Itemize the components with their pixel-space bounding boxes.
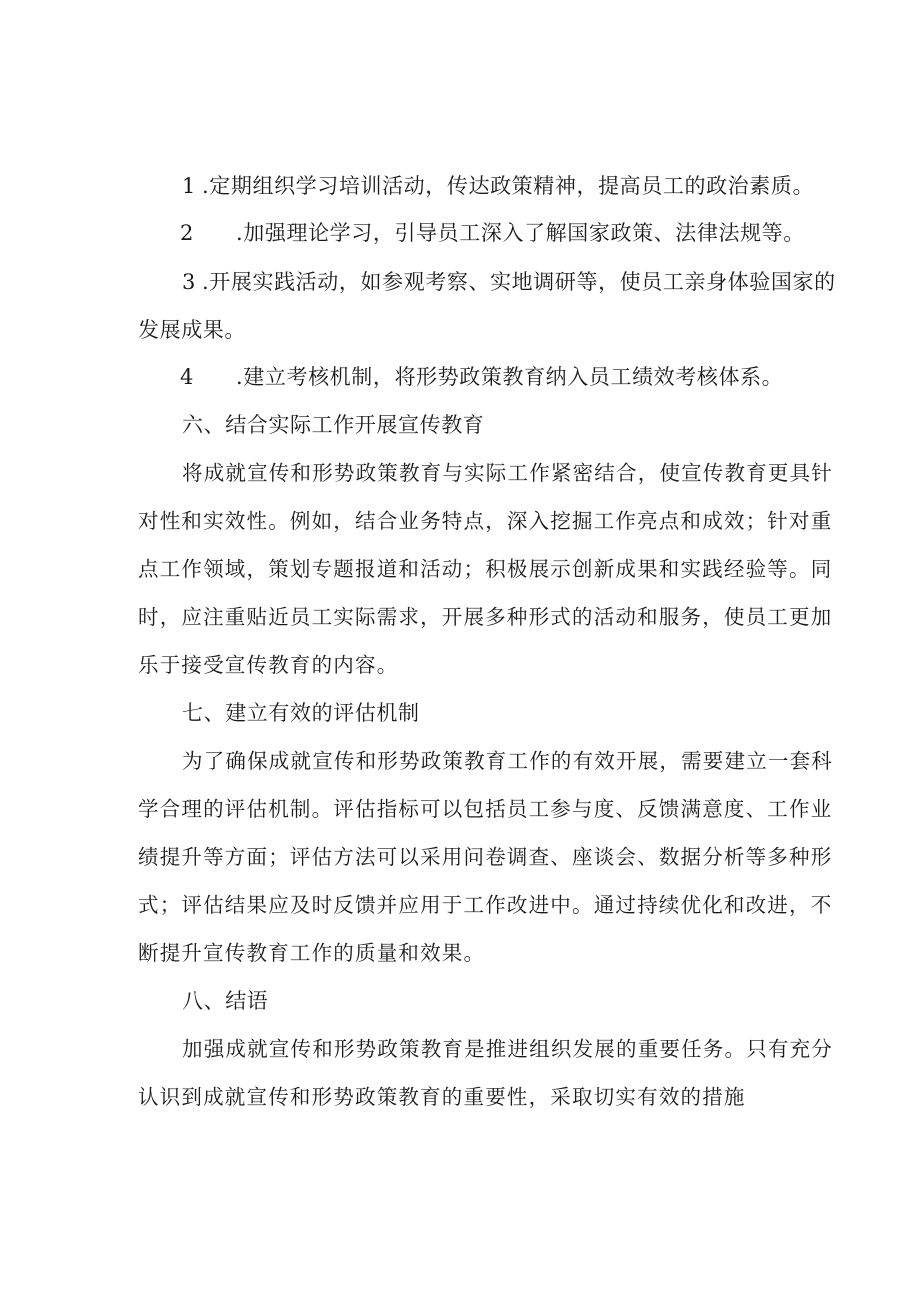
paragraph-line: 对性和实效性。例如，结合业务特点，深入挖掘工作亮点和成效；针对重 (138, 509, 833, 533)
list-number: 3 (182, 270, 196, 294)
list-number: 2 (180, 221, 194, 245)
paragraph-line: 断提升宣传教育工作的质量和效果。 (138, 941, 486, 965)
paragraph-line: 认识到成就宣传和形势政策教育的重要性，采取切实有效的措施 (138, 1085, 746, 1109)
paragraph-line: 将成就宣传和形势政策教育与实际工作紧密结合，使宣传教育更具针 (182, 461, 833, 485)
section-6-heading: 六、结合实际工作开展宣传教育 (182, 413, 485, 437)
paragraph-line: 加强成就宣传和形势政策教育是推进组织发展的重要任务。只有充分 (182, 1037, 833, 1061)
paragraph-line: 乐于接受宣传教育的内容。 (138, 653, 399, 677)
paragraph-line: 学合理的评估机制。评估指标可以包括员工参与度、反馈满意度、工作业 (138, 797, 833, 821)
list-text: .定期组织学习培训活动，传达政策精神，提高员工的政治素质。 (202, 174, 815, 198)
paragraph-line: 式；评估结果应及时反馈并应用于工作改进中。通过持续优化和改进，不 (138, 893, 833, 917)
paragraph-line: 点工作领域，策划专题报道和活动；积极展示创新成果和实践经验等。同 (138, 557, 833, 581)
list-number: 1 (182, 174, 196, 198)
list-item-3-line-2: 发展成果。 (138, 318, 246, 342)
section-7-heading: 七、建立有效的评估机制 (182, 701, 420, 725)
list-text: .建立考核机制，将形势政策教育纳入员工绩效考核体系。 (236, 365, 784, 389)
list-text: .加强理论学习，引导员工深入了解国家政策、法律法规等。 (236, 221, 805, 245)
paragraph-line: 时，应注重贴近员工实际需求，开展多种形式的活动和服务，使员工更加 (138, 605, 833, 629)
paragraph-line: 绩提升等方面；评估方法可以采用问卷调查、座谈会、数据分析等多种形 (138, 845, 833, 869)
section-8-heading: 八、结语 (182, 989, 269, 1013)
list-item-2 (180, 218, 805, 248)
list-item-3-line-1 (182, 267, 836, 297)
list-item-4 (180, 362, 783, 392)
list-item-1 (182, 171, 814, 201)
paragraph-line: 为了确保成就宣传和形势政策教育工作的有效开展，需要建立一套科 (182, 749, 833, 773)
list-number: 4 (180, 365, 194, 389)
list-text: .开展实践活动，如参观考察、实地调研等，使员工亲身体验国家的 (202, 270, 836, 294)
